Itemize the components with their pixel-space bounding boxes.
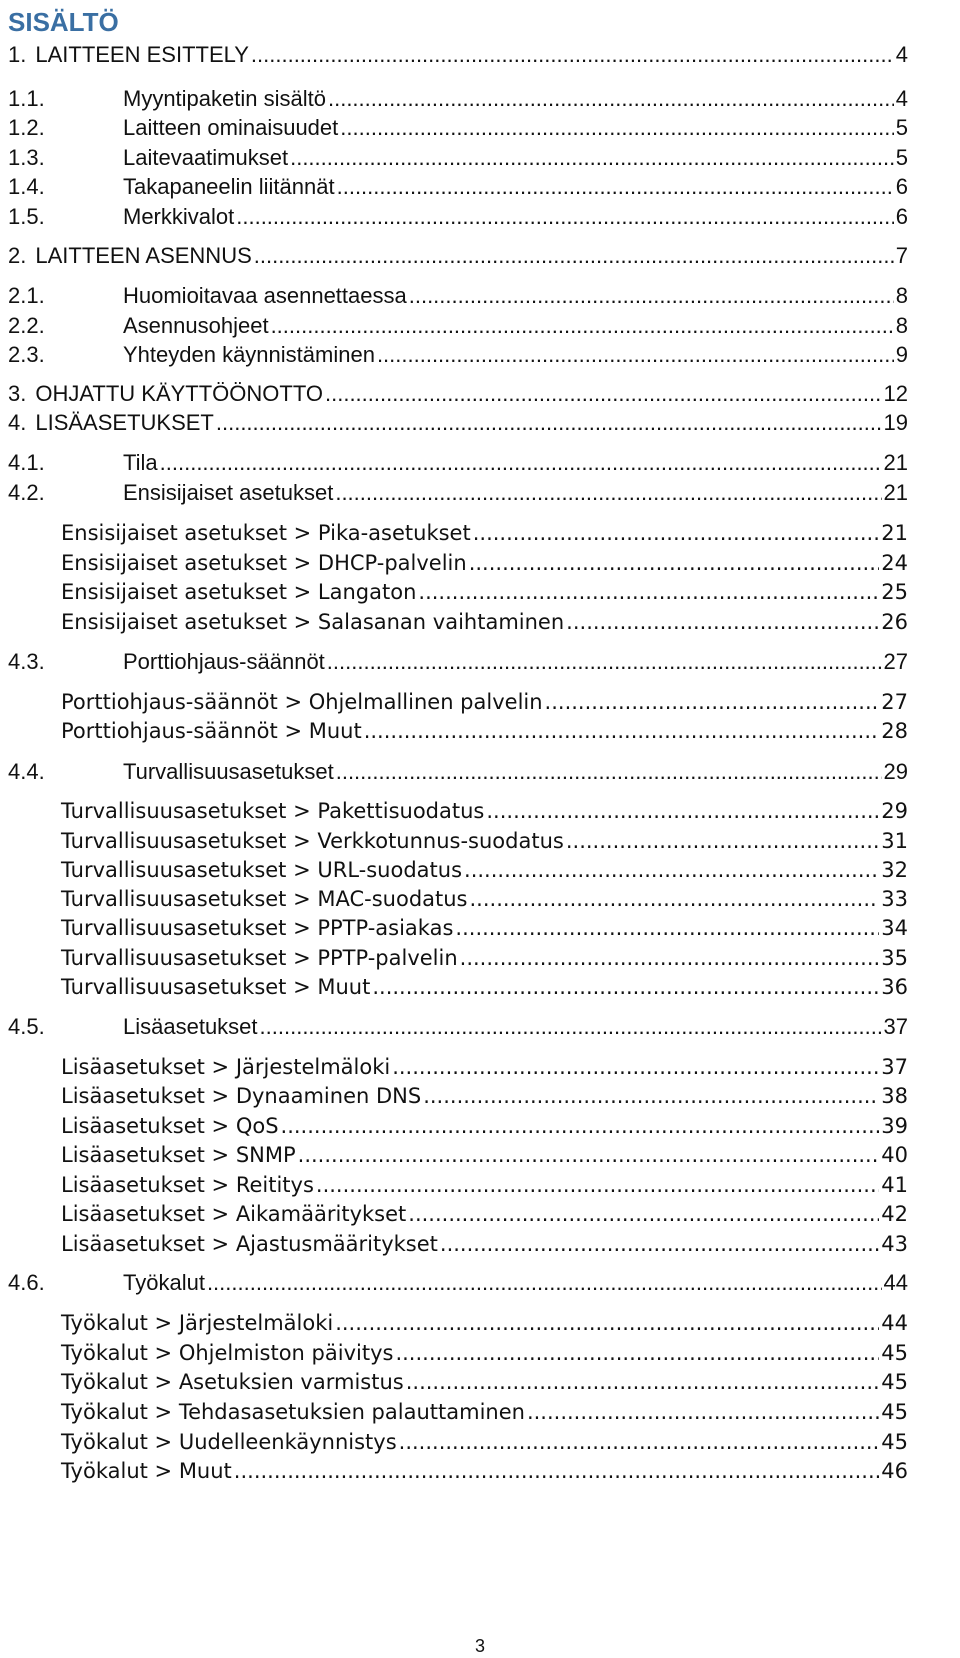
toc-entry[interactable] — [8, 311, 908, 341]
toc-entry-page: 31 — [881, 829, 908, 853]
toc-entry[interactable] — [8, 1012, 908, 1042]
toc-entry-title: Porttiohjaus-säännöt — [123, 649, 325, 674]
toc-entry[interactable] — [61, 796, 908, 826]
toc-entry-page: 12 — [883, 381, 908, 406]
dot-leader — [254, 241, 894, 271]
toc-entry[interactable] — [61, 1456, 908, 1486]
toc-entry-title: Lisäasetukset > Ajastusmääritykset — [61, 1232, 438, 1256]
toc-entry-page: 43 — [881, 1232, 908, 1256]
toc-entry[interactable] — [61, 1081, 908, 1111]
toc-entry[interactable] — [61, 1427, 908, 1457]
toc-entry[interactable] — [8, 143, 908, 173]
toc-entry-title: Työkalut — [123, 1270, 205, 1295]
toc-entry[interactable] — [8, 241, 908, 271]
dot-leader — [251, 40, 894, 70]
toc-entry[interactable] — [61, 548, 908, 578]
toc-entry-page: 4 — [895, 86, 908, 111]
toc-entry-number: 1.3. — [8, 145, 45, 170]
toc-entry-page: 9 — [895, 342, 908, 367]
toc-entry-page: 32 — [881, 858, 908, 882]
dot-leader — [207, 1268, 882, 1298]
toc-entry-number: 4.1. — [8, 450, 45, 475]
dot-leader — [328, 84, 894, 114]
toc-entry[interactable] — [61, 1229, 908, 1259]
dot-leader — [423, 1081, 879, 1111]
toc-entry-number: 1.5. — [8, 204, 45, 229]
toc-entry[interactable] — [61, 1308, 908, 1338]
toc-entry[interactable] — [61, 1170, 908, 1200]
toc-entry-page: 39 — [881, 1114, 908, 1138]
toc-entry[interactable] — [61, 826, 908, 856]
toc-entry-number: 4.3. — [8, 649, 45, 674]
toc-entry-title: Ensisijaiset asetukset > DHCP-palvelin — [61, 551, 467, 575]
dot-leader — [486, 796, 879, 826]
dot-leader — [325, 379, 882, 409]
toc-entry[interactable] — [8, 40, 908, 70]
toc-entry-page: 37 — [881, 1055, 908, 1079]
dot-leader — [566, 607, 879, 637]
dot-leader — [527, 1397, 879, 1427]
toc-entry-title: Tila — [123, 450, 158, 475]
dot-leader — [290, 143, 894, 173]
toc-entry-number: 2.2. — [8, 313, 45, 338]
toc-entry-title: Työkalut > Tehdasasetuksien palauttaminen — [61, 1400, 525, 1424]
toc-entry-page: 25 — [881, 580, 908, 604]
toc-entry[interactable] — [8, 408, 908, 438]
toc-entry-page: 26 — [881, 610, 908, 634]
toc-entry-title: Työkalut > Järjestelmäloki — [61, 1311, 334, 1335]
toc-entry-number: 1.1. — [8, 86, 45, 111]
toc-entry-page: 35 — [881, 946, 908, 970]
toc-entry-title: Lisäasetukset > QoS — [61, 1114, 279, 1138]
toc-entry[interactable] — [61, 1052, 908, 1082]
toc-entry-page: 45 — [881, 1341, 908, 1365]
toc-entry[interactable] — [61, 1140, 908, 1170]
toc-entry[interactable] — [61, 913, 908, 943]
toc-entry-page: 37 — [883, 1014, 908, 1039]
toc-entry-number: 4. — [8, 410, 27, 435]
toc-entry[interactable] — [8, 281, 908, 311]
toc-entry[interactable] — [61, 1338, 908, 1368]
toc-entry[interactable] — [8, 478, 908, 508]
toc-entry-page: 21 — [883, 480, 908, 505]
toc-entry-title: Lisäasetukset > Järjestelmäloki — [61, 1055, 391, 1079]
toc-entry-title: Turvallisuusasetukset > URL-suodatus — [61, 858, 463, 882]
toc-entry[interactable] — [61, 855, 908, 885]
toc-entry-page: 29 — [881, 799, 908, 823]
dot-leader — [545, 687, 880, 717]
toc-entry-page: 28 — [881, 719, 908, 743]
dot-leader — [473, 518, 880, 548]
toc-entry-title: Laitevaatimukset — [123, 145, 289, 170]
toc-entry-title: Porttiohjaus-säännöt > Muut — [61, 719, 362, 743]
toc-entry-title: Lisäasetukset > SNMP — [61, 1143, 296, 1167]
toc-entry-page: 27 — [883, 649, 908, 674]
toc-entry-page: 24 — [881, 551, 908, 575]
dot-leader — [260, 1012, 882, 1042]
toc-entry-number: 1. — [8, 42, 27, 67]
dot-leader — [440, 1229, 879, 1259]
dot-leader — [337, 172, 894, 202]
dot-leader — [236, 202, 894, 232]
toc-entry-title: Ensisijaiset asetukset > Salasanan vaihtaminen — [61, 610, 565, 634]
toc-entry-title: Työkalut > Ohjelmiston päivitys — [61, 1341, 394, 1365]
dot-leader — [399, 1427, 880, 1457]
toc-entry-page: 8 — [895, 313, 908, 338]
toc-entry-title: LISÄASETUKSET — [35, 410, 214, 435]
dot-leader — [377, 340, 894, 370]
toc-entry-number: 4.2. — [8, 480, 45, 505]
toc-entry-title: Huomioitavaa asennettaessa — [123, 283, 407, 308]
dot-leader — [464, 855, 879, 885]
toc-entry-title: LAITTEEN ESITTELY — [35, 42, 249, 67]
dot-leader — [281, 1111, 880, 1141]
toc-entry-page: 44 — [883, 1270, 908, 1295]
toc-entry-title: Turvallisuusasetukset — [123, 759, 334, 784]
toc-entry-page: 42 — [881, 1202, 908, 1226]
toc-entry-number: 2.1. — [8, 283, 45, 308]
toc-entry-page: 34 — [881, 916, 908, 940]
toc-entry[interactable] — [61, 972, 908, 1002]
toc-entry[interactable] — [61, 1397, 908, 1427]
dot-leader — [335, 1308, 879, 1338]
dot-leader — [216, 408, 882, 438]
toc-entry[interactable] — [8, 202, 908, 232]
toc-entry-page: 6 — [895, 174, 908, 199]
dot-leader — [409, 281, 894, 311]
toc-entry-number: 4.5. — [8, 1014, 45, 1039]
dot-leader — [418, 577, 879, 607]
toc-entry-number: 2.3. — [8, 342, 45, 367]
toc-entry-title: Laitteen ominaisuudet — [123, 115, 339, 140]
toc-entry[interactable] — [8, 84, 908, 114]
toc-entry[interactable] — [61, 687, 908, 717]
dot-leader — [470, 884, 880, 914]
toc-entry-title: Lisäasetukset — [123, 1014, 258, 1039]
toc-entry-title: Turvallisuusasetukset > Pakettisuodatus — [61, 799, 485, 823]
dot-leader — [392, 1052, 879, 1082]
dot-leader — [406, 1367, 880, 1397]
dot-leader — [234, 1456, 879, 1486]
dot-leader — [336, 757, 882, 787]
toc-entry-title: Lisäasetukset > Aikamääritykset — [61, 1202, 407, 1226]
toc-entry-number: 4.6. — [8, 1270, 45, 1295]
toc-entry-number: 1.2. — [8, 115, 45, 140]
dot-leader — [566, 826, 879, 856]
toc-entry-title: Turvallisuusasetukset > Muut — [61, 975, 371, 999]
toc-entry[interactable] — [61, 518, 908, 548]
toc-entry-number: 1.4. — [8, 174, 45, 199]
toc-entry[interactable] — [61, 1367, 908, 1397]
toc-entry-number: 3. — [8, 381, 27, 406]
toc-entry-title: Työkalut > Asetuksien varmistus — [61, 1370, 404, 1394]
toc-entry-page: 27 — [881, 690, 908, 714]
toc-entry[interactable] — [61, 716, 908, 746]
dot-leader — [408, 1199, 879, 1229]
dot-leader — [340, 113, 893, 143]
toc-entry-title: Yhteyden käynnistäminen — [123, 342, 375, 367]
toc-entry[interactable] — [61, 1199, 908, 1229]
toc-entry-title: Lisäasetukset > Dynaaminen DNS — [61, 1084, 422, 1108]
toc-entry-page: 45 — [881, 1430, 908, 1454]
dot-leader — [160, 448, 882, 478]
dot-leader — [364, 716, 880, 746]
toc-entry-title: Turvallisuusasetukset > PPTP-palvelin — [61, 946, 458, 970]
dot-leader — [271, 311, 894, 341]
toc-entry[interactable] — [61, 1111, 908, 1141]
toc-entry-page: 5 — [895, 145, 908, 170]
toc-entry-title: Myyntipaketin sisältö — [123, 86, 326, 111]
toc-entry-page: 19 — [883, 410, 908, 435]
toc-entry-page: 41 — [881, 1173, 908, 1197]
dot-leader — [327, 647, 882, 677]
toc-entry-page: 46 — [881, 1459, 908, 1483]
toc-entry-title: Ensisijaiset asetukset > Langaton — [61, 580, 417, 604]
toc-entry[interactable] — [8, 1268, 908, 1298]
toc-entry-title: Merkkivalot — [123, 204, 235, 229]
toc-entry-title: Turvallisuusasetukset > MAC-suodatus — [61, 887, 468, 911]
toc-entry-page: 5 — [895, 115, 908, 140]
toc-entry-page: 8 — [895, 283, 908, 308]
toc-heading: SISÄLTÖ — [8, 7, 119, 37]
toc-entry[interactable] — [61, 943, 908, 973]
toc-entry-number: 2. — [8, 243, 27, 268]
toc-entry[interactable] — [8, 757, 908, 787]
toc-entry-page: 36 — [881, 975, 908, 999]
toc-entry-title: Työkalut > Uudelleenkäynnistys — [61, 1430, 397, 1454]
toc-entry-page: 45 — [881, 1370, 908, 1394]
toc-entry-page: 4 — [895, 42, 908, 67]
toc-entry-page: 38 — [881, 1084, 908, 1108]
dot-leader — [298, 1140, 880, 1170]
toc-entry-number: 4.4. — [8, 759, 45, 784]
toc-entry[interactable] — [8, 113, 908, 143]
toc-entry-title: Lisäasetukset > Reititys — [61, 1173, 314, 1197]
toc-entry-page: 21 — [881, 521, 908, 545]
toc-entry-title: Turvallisuusasetukset > PPTP-asiakas — [61, 916, 454, 940]
toc-entry[interactable] — [61, 577, 908, 607]
toc-entry-page: 40 — [881, 1143, 908, 1167]
page-number: 3 — [474, 1636, 485, 1656]
toc-entry[interactable] — [8, 172, 908, 202]
dot-leader — [395, 1338, 879, 1368]
toc-entry-title: Asennusohjeet — [123, 313, 269, 338]
dot-leader — [460, 943, 880, 973]
dot-leader — [335, 478, 881, 508]
toc-entry-page: 29 — [883, 759, 908, 784]
toc-entry[interactable] — [8, 647, 908, 677]
toc-entry-title: Porttiohjaus-säännöt > Ohjelmallinen palvelin — [61, 690, 543, 714]
toc-entry-title: Työkalut > Muut — [61, 1459, 232, 1483]
toc-entry-page: 7 — [895, 243, 908, 268]
toc-entry-title: LAITTEEN ASENNUS — [35, 243, 252, 268]
toc-entry-page: 6 — [895, 204, 908, 229]
toc-entry[interactable] — [8, 448, 908, 478]
toc-entry[interactable] — [8, 340, 908, 370]
toc-entry[interactable] — [8, 379, 908, 409]
dot-leader — [455, 913, 879, 943]
toc-entry-title: Ensisijaiset asetukset > Pika-asetukset — [61, 521, 471, 545]
toc-entry-page: 21 — [883, 450, 908, 475]
dot-leader — [469, 548, 880, 578]
toc-entry-title: Turvallisuusasetukset > Verkkotunnus-suodatus — [61, 829, 564, 853]
toc-entry-title: Ensisijaiset asetukset — [123, 480, 334, 505]
toc-entry-title: Takapaneelin liitännät — [123, 174, 335, 199]
toc-entry[interactable] — [61, 884, 908, 914]
dot-leader — [372, 972, 879, 1002]
toc-entry-page: 44 — [881, 1311, 908, 1335]
toc-entry-page: 33 — [881, 887, 908, 911]
toc-entry-title: OHJATTU KÄYTTÖÖNOTTO — [35, 381, 323, 406]
toc-entry-page: 45 — [881, 1400, 908, 1424]
toc-entry[interactable] — [61, 607, 908, 637]
dot-leader — [316, 1170, 879, 1200]
